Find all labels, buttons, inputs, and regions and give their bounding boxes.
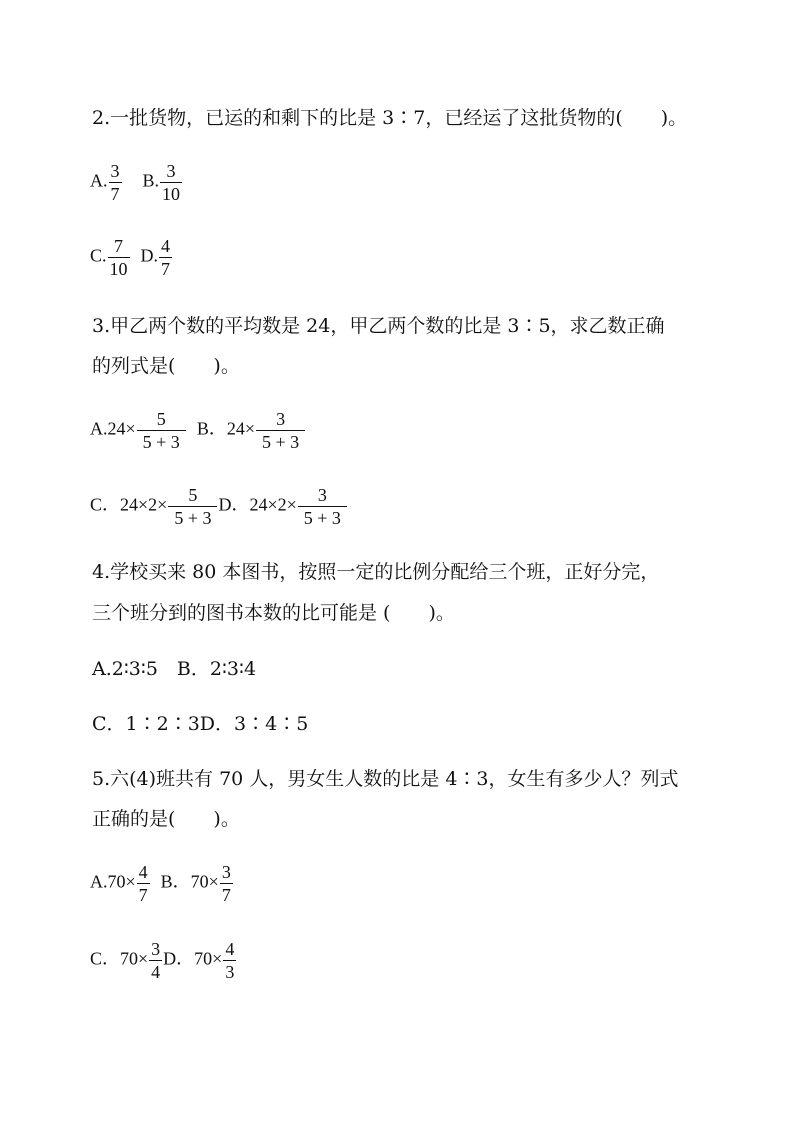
q3-options-cd bbox=[90, 478, 348, 534]
q5-option-a-prefix: A.70× bbox=[90, 871, 136, 892]
q4-options-cd[interactable]: C．1∶2∶3D．3∶4∶5 bbox=[92, 713, 309, 735]
q2-option-b[interactable] bbox=[143, 160, 184, 205]
q5-option-c-numerator: 3 bbox=[151, 938, 161, 959]
q2-options-cd bbox=[90, 229, 173, 285]
q5-stem-line-2: 正确的是( )。 bbox=[92, 808, 240, 830]
q2-option-c-denominator: 10 bbox=[109, 258, 128, 279]
q5-option-b-fraction bbox=[220, 861, 233, 906]
q2-option-a-numerator: 3 bbox=[110, 160, 120, 181]
q3-option-d-numerator: 3 bbox=[317, 484, 327, 505]
q3-option-d-fraction bbox=[298, 484, 347, 529]
q5-option-c-prefix: C．70× bbox=[90, 948, 149, 969]
q3-stem-line-2: 的列式是( )。 bbox=[92, 355, 240, 377]
q2-option-d-numerator: 4 bbox=[161, 235, 171, 256]
q5-option-d-numerator: 4 bbox=[225, 938, 235, 959]
q5-options-cd bbox=[90, 932, 237, 988]
q2-option-d-fraction bbox=[159, 235, 172, 280]
q5-option-b-prefix: B．70× bbox=[160, 871, 219, 892]
q4-stem-line-2: 三个班分到的图书本数的比可能是 ( )。 bbox=[92, 602, 455, 624]
q3-option-b-fraction bbox=[256, 408, 305, 453]
q5-option-d-prefix: D．70× bbox=[163, 948, 223, 969]
q5-option-a-numerator: 4 bbox=[138, 861, 148, 882]
q5-option-c[interactable] bbox=[90, 938, 163, 983]
q2-option-d-denominator: 7 bbox=[161, 258, 171, 279]
q2-option-b-denominator: 10 bbox=[162, 183, 181, 204]
q5-option-b-denominator: 7 bbox=[221, 884, 231, 905]
q2-option-c-fraction bbox=[108, 235, 130, 280]
q5-option-c-denominator: 4 bbox=[151, 961, 161, 982]
q5-option-d-fraction bbox=[223, 938, 236, 983]
q3-option-b-denominator: 5 + 3 bbox=[256, 430, 305, 453]
q3-option-b-numerator: 3 bbox=[276, 408, 286, 429]
q3-option-a-fraction bbox=[137, 408, 186, 453]
q3-options-ab bbox=[90, 402, 306, 458]
q2-options-ab bbox=[90, 154, 183, 210]
q2-option-c-numerator: 7 bbox=[114, 235, 124, 256]
q3-option-a-numerator: 5 bbox=[156, 408, 166, 429]
q5-option-d[interactable] bbox=[163, 938, 237, 983]
q2-option-a[interactable] bbox=[90, 160, 123, 205]
q2-option-a-prefix: A. bbox=[90, 170, 108, 191]
q5-option-a[interactable] bbox=[90, 861, 151, 906]
q5-stem-line-1: 5.六(4)班共有 70 人，男女生人数的比是 4∶3，女生有多少人？列式 bbox=[92, 768, 679, 790]
q5-option-b[interactable] bbox=[161, 861, 234, 906]
q3-option-d-denominator: 5 + 3 bbox=[298, 506, 347, 529]
q2-option-a-denominator: 7 bbox=[110, 183, 120, 204]
q3-option-a-prefix: A.24× bbox=[90, 418, 136, 439]
q3-option-d[interactable] bbox=[218, 484, 347, 529]
q2-option-b-prefix: B. bbox=[142, 170, 160, 191]
q5-option-b-numerator: 3 bbox=[221, 861, 231, 882]
q2-option-a-fraction bbox=[109, 160, 122, 205]
q5-option-c-fraction bbox=[149, 938, 162, 983]
q5-option-a-fraction bbox=[137, 861, 150, 906]
q3-option-c-numerator: 5 bbox=[188, 484, 198, 505]
q5-option-d-denominator: 3 bbox=[225, 961, 235, 982]
q3-option-b-prefix: B．24× bbox=[196, 418, 255, 439]
q2-stem: 2.一批货物，已运的和剩下的比是 3∶7，已经运了这批货物的( )。 bbox=[92, 107, 688, 129]
q2-option-c[interactable] bbox=[90, 235, 131, 280]
q4-options-ab[interactable]: A.2∶3∶5 B．2∶3∶4 bbox=[92, 658, 257, 680]
q3-option-c-prefix: C．24×2× bbox=[90, 494, 168, 515]
q3-stem-line-1: 3.甲乙两个数的平均数是 24，甲乙两个数的比是 3∶5，求乙数正确 bbox=[92, 315, 665, 337]
q3-option-a-denominator: 5 + 3 bbox=[137, 430, 186, 453]
q5-option-a-denominator: 7 bbox=[138, 884, 148, 905]
q2-option-d[interactable] bbox=[141, 235, 174, 280]
q3-option-c-denominator: 5 + 3 bbox=[168, 506, 217, 529]
q3-option-c[interactable] bbox=[90, 484, 218, 529]
q2-option-c-prefix: C. bbox=[90, 245, 107, 266]
q2-option-d-prefix: D. bbox=[140, 245, 159, 266]
q2-option-b-numerator: 3 bbox=[166, 160, 176, 181]
q3-option-d-prefix: D．24×2× bbox=[218, 494, 297, 515]
q4-stem-line-1: 4.学校买来 80 本图书，按照一定的比例分配给三个班，正好分完， bbox=[92, 561, 660, 583]
q3-option-b[interactable] bbox=[197, 408, 306, 453]
q2-option-b-fraction bbox=[160, 160, 182, 205]
q3-option-c-fraction bbox=[168, 484, 217, 529]
q5-options-ab bbox=[90, 855, 234, 911]
q3-option-a[interactable] bbox=[90, 408, 187, 453]
